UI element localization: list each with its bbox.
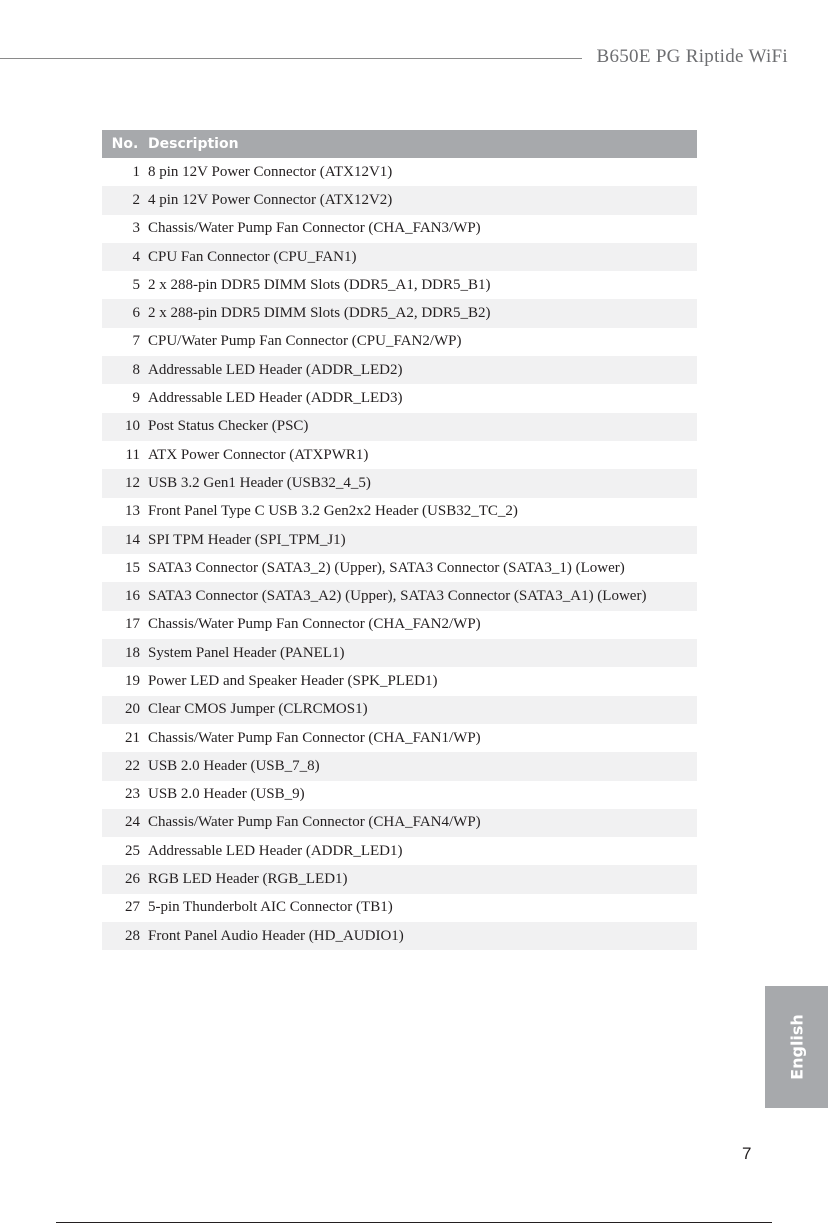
table-row <box>102 413 697 441</box>
row-number: 22 <box>102 752 148 780</box>
row-description: System Panel Header (PANEL1) <box>148 639 697 667</box>
table-row <box>102 526 697 554</box>
row-description: Chassis/Water Pump Fan Connector (CHA_FAN1/WP) <box>148 729 481 746</box>
row-description: 2 x 288-pin DDR5 DIMM Slots (DDR5_A2, DDR5_B2) <box>148 299 697 327</box>
language-tab <box>765 986 828 1108</box>
table-row <box>102 724 697 752</box>
row-number: 9 <box>132 390 140 407</box>
page-number: 7 <box>742 1144 752 1163</box>
row-number: 19 <box>125 672 140 689</box>
table-row <box>102 356 697 384</box>
row-description: SPI TPM Header (SPI_TPM_J1) <box>148 526 697 554</box>
table-row <box>102 781 697 809</box>
table-row <box>102 328 697 356</box>
table-row <box>102 271 697 299</box>
row-number: 27 <box>125 899 140 916</box>
table-row <box>102 243 697 271</box>
table-row <box>102 582 697 610</box>
row-description: Chassis/Water Pump Fan Connector (CHA_FAN4/WP) <box>148 809 697 837</box>
column-header-description: Description <box>148 130 697 158</box>
table-row <box>102 215 697 243</box>
row-description: SATA3 Connector (SATA3_2) (Upper), SATA3 Connector (SATA3_1) (Lower) <box>148 559 625 576</box>
row-number: 13 <box>125 503 140 520</box>
row-number: 24 <box>102 809 148 837</box>
connector-table <box>102 130 697 950</box>
row-number: 12 <box>102 469 148 497</box>
row-description: Addressable LED Header (ADDR_LED3) <box>148 390 403 407</box>
row-description: Chassis/Water Pump Fan Connector (CHA_FAN3/WP) <box>148 220 481 237</box>
row-description: ATX Power Connector (ATXPWR1) <box>148 446 369 463</box>
row-number: 21 <box>125 729 140 746</box>
header-rule <box>0 58 582 59</box>
table-row <box>102 639 697 667</box>
row-description: USB 2.0 Header (USB_7_8) <box>148 752 697 780</box>
table-row <box>102 752 697 780</box>
table-row <box>102 696 697 724</box>
row-description: 5-pin Thunderbolt AIC Connector (TB1) <box>148 899 393 916</box>
table-row <box>102 667 697 695</box>
table-row <box>102 498 697 526</box>
row-number: 3 <box>132 220 140 237</box>
table-row <box>102 611 697 639</box>
table-row <box>102 469 697 497</box>
table-body <box>102 158 697 950</box>
row-number: 1 <box>132 163 140 180</box>
table-row <box>102 186 697 214</box>
row-number: 4 <box>102 243 148 271</box>
row-description: CPU Fan Connector (CPU_FAN1) <box>148 243 697 271</box>
column-header-no: No. <box>102 130 148 158</box>
table-row <box>102 837 697 865</box>
row-description: Front Panel Audio Header (HD_AUDIO1) <box>148 922 697 950</box>
row-number: 23 <box>125 786 140 803</box>
product-name: B650E PG Riptide WiFi <box>596 46 788 67</box>
row-description: RGB LED Header (RGB_LED1) <box>148 865 697 893</box>
row-number: 10 <box>102 413 148 441</box>
row-description: 2 x 288-pin DDR5 DIMM Slots (DDR5_A1, DDR5_B1) <box>148 276 491 293</box>
row-description: USB 3.2 Gen1 Header (USB32_4_5) <box>148 469 697 497</box>
row-number: 18 <box>102 639 148 667</box>
row-description: 4 pin 12V Power Connector (ATX12V2) <box>148 186 697 214</box>
row-description: Chassis/Water Pump Fan Connector (CHA_FAN2/WP) <box>148 616 481 633</box>
row-number: 6 <box>102 299 148 327</box>
table-row <box>102 441 697 469</box>
table-row <box>102 894 697 922</box>
language-tab-label: English <box>787 1014 806 1080</box>
row-description: Front Panel Type C USB 3.2 Gen2x2 Header (USB32_TC_2) <box>148 503 518 520</box>
row-description: Addressable LED Header (ADDR_LED2) <box>148 356 697 384</box>
row-description: Addressable LED Header (ADDR_LED1) <box>148 842 403 859</box>
table-row <box>102 158 697 186</box>
table-row <box>102 809 697 837</box>
table-row <box>102 384 697 412</box>
table-row <box>102 865 697 893</box>
table-row <box>102 554 697 582</box>
row-description: SATA3 Connector (SATA3_A2) (Upper), SATA3 Connector (SATA3_A1) (Lower) <box>148 582 697 610</box>
row-number: 11 <box>125 446 140 463</box>
row-number: 5 <box>132 276 140 293</box>
row-number: 2 <box>102 186 148 214</box>
row-description: USB 2.0 Header (USB_9) <box>148 786 305 803</box>
row-number: 28 <box>102 922 148 950</box>
row-number: 17 <box>125 616 140 633</box>
row-number: 20 <box>102 696 148 724</box>
row-number: 25 <box>125 842 140 859</box>
row-description: CPU/Water Pump Fan Connector (CPU_FAN2/WP) <box>148 333 462 350</box>
row-description: Clear CMOS Jumper (CLRCMOS1) <box>148 696 697 724</box>
table-row <box>102 922 697 950</box>
footer-rule <box>56 1222 772 1223</box>
row-number: 14 <box>102 526 148 554</box>
row-number: 16 <box>102 582 148 610</box>
table-header-row <box>102 130 697 158</box>
row-number: 26 <box>102 865 148 893</box>
table-row <box>102 299 697 327</box>
row-number: 7 <box>132 333 140 350</box>
row-description: Post Status Checker (PSC) <box>148 413 697 441</box>
row-description: Power LED and Speaker Header (SPK_PLED1) <box>148 672 438 689</box>
row-number: 8 <box>102 356 148 384</box>
row-number: 15 <box>125 559 140 576</box>
row-description: 8 pin 12V Power Connector (ATX12V1) <box>148 163 393 180</box>
